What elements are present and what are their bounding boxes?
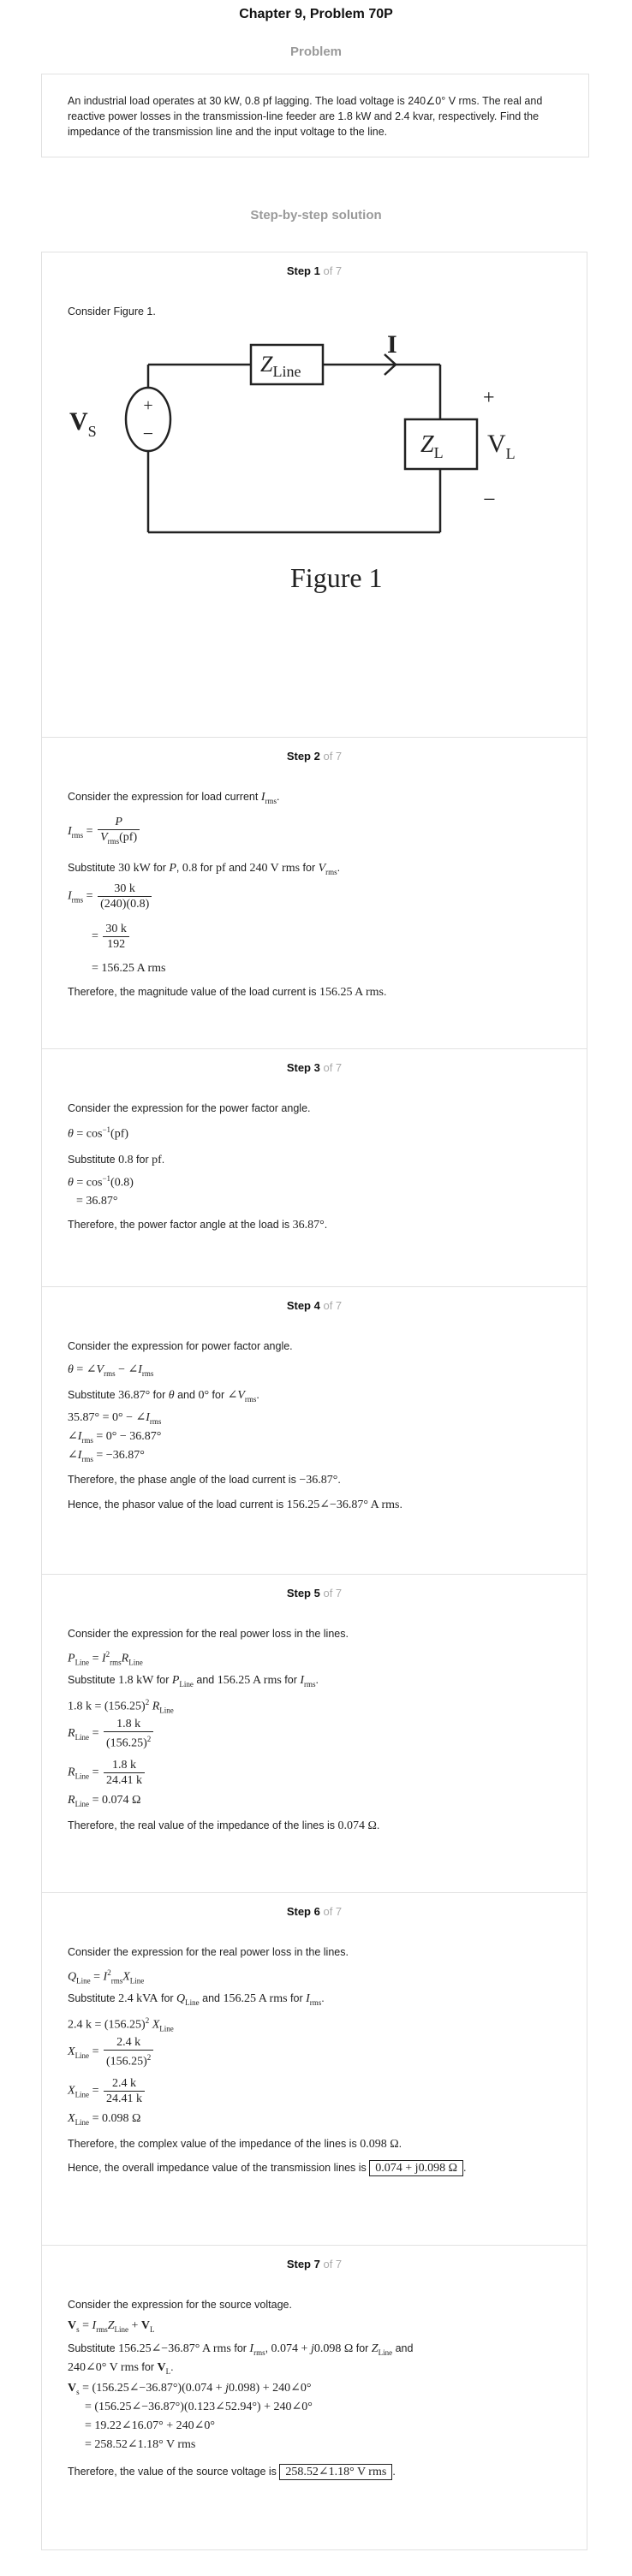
step-7-substitute: Substitute 156.25∠−36.87° A rms for $I_{rms}$, 0.074 + j0.098 Ω for $Z_{Line}$ and bbox=[68, 2342, 414, 2357]
step-5-card bbox=[41, 1575, 587, 1893]
page-title: Chapter 9, Problem 70P bbox=[239, 7, 393, 21]
step-4-intro: Consider the expression for power factor angle. bbox=[68, 1340, 293, 1352]
step-6-conclusion: Therefore, the complex value of the impedance of the lines is 0.098 Ω. bbox=[68, 2138, 402, 2151]
current-label: I bbox=[387, 334, 397, 359]
vs-plus: + bbox=[143, 396, 153, 415]
step-2-calc-2: = $\frac{30 k}{192}$ bbox=[92, 922, 131, 952]
step-1-intro: Consider Figure 1. bbox=[68, 306, 156, 318]
step-3-calc-2: = 36.87° bbox=[76, 1195, 118, 1208]
step-7-calc-1: $V_s$ = (156.25∠−36.87°)(0.074 + j0.098) + 240∠0° bbox=[68, 2382, 312, 2396]
vs-label: $V_S$ bbox=[69, 407, 97, 440]
step-6-calc-4: $X_{Line} = 0.098$ Ω bbox=[68, 2112, 141, 2127]
step-5-intro: Consider the expression for the real power loss in the lines. bbox=[68, 1628, 349, 1640]
step-2-conclusion: Therefore, the magnitude value of the load current is 156.25 A rms. bbox=[68, 986, 387, 999]
circuit-figure bbox=[42, 334, 588, 727]
zline-label: $Z_{Line}$ bbox=[260, 352, 301, 380]
step-6-intro: Consider the expression for the real power loss in the lines. bbox=[68, 1946, 349, 1958]
problem-box bbox=[41, 74, 589, 157]
step-7-conclusion: Therefore, the value of the source voltage is 258.52∠1.18° V rms . bbox=[68, 2466, 396, 2478]
step-7-calc-4: = 258.52∠1.18° V rms bbox=[85, 2438, 196, 2451]
figure-caption: Figure 1 bbox=[290, 562, 383, 593]
step-6-calc-2: $X_{Line}$ = $\frac{2.4 k}{(156.25)^2}$ bbox=[68, 2035, 155, 2069]
step-5-title: Step 5 of 7 bbox=[286, 1587, 343, 1600]
step-6-substitute: Substitute 2.4 kVA for $Q_{Line}$ and 156.25 A rms for $I_{rms}$. bbox=[68, 1992, 325, 2007]
step-2-substitute: Substitute 30 kW for P, 0.8 for pf and 240 V rms for $V_{rms}$. bbox=[68, 862, 341, 876]
step-4-formula: $\theta = \angle V_{rms}$ − $\angle I_{rms}$ bbox=[68, 1363, 154, 1378]
step-5-calc-3: $R_{Line}$ = $\frac{1.8 k}{24.41 k}$ bbox=[68, 1758, 146, 1788]
step-2-formula: $I_{rms}$ = $\frac{P}{V_{rms}(pf)}$ bbox=[68, 815, 141, 849]
step-7-calc-3: = 19.22∠16.07° + 240∠0° bbox=[85, 2419, 215, 2432]
step-7-formula: $V_s = I_{rms}Z_{Line} + V_L$ bbox=[68, 2319, 155, 2334]
step-5-substitute: Substitute 1.8 kW for $P_{Line}$ and 156.25 A rms for $I_{rms}$. bbox=[68, 1674, 319, 1689]
step-5-calc-4: $R_{Line} = 0.074$ Ω bbox=[68, 1794, 141, 1808]
step-6-calc-3: $X_{Line}$ = $\frac{2.4 k}{24.41 k}$ bbox=[68, 2076, 146, 2106]
step-7-title: Step 7 of 7 bbox=[286, 2258, 343, 2270]
step-3-card bbox=[41, 1049, 587, 1287]
step-5-formula: $P_{Line} = I^2_{rms}R_{Line}$ bbox=[68, 1650, 143, 1667]
vl-minus: − bbox=[483, 487, 496, 512]
step-5-calc-1: 1.8 $k = (156.25)^2$ $R_{Line}$ bbox=[68, 1698, 174, 1715]
solution-heading: Step-by-step solution bbox=[250, 208, 382, 223]
vl-label: $V_L$ bbox=[487, 430, 516, 462]
step-1-title: Step 1 of 7 bbox=[286, 264, 343, 277]
step-3-calc-1: $\theta = \cos^{-1}(0.8)$ bbox=[68, 1174, 134, 1190]
step-5-calc-2: $R_{Line}$ = $\frac{1.8 k}{(156.25)^2}$ bbox=[68, 1717, 155, 1751]
step-6-formula: $Q_{Line} = I^2_{rms}X_{Line}$ bbox=[68, 1968, 145, 1985]
step-2-calc-1: $I_{rms}$ = $\frac{30 k}{(240)(0.8)}$ bbox=[68, 881, 153, 911]
step-2-intro: Consider the expression for load current $I_{rms}$. bbox=[68, 791, 280, 805]
step-3-conclusion: Therefore, the power factor angle at the load is 36.87°. bbox=[68, 1219, 328, 1232]
step-6-calc-1: 2.4 $k = (156.25)^2$ $X_{Line}$ bbox=[68, 2016, 174, 2033]
step-6-title: Step 6 of 7 bbox=[286, 1905, 343, 1918]
step-1-card bbox=[41, 252, 587, 738]
problem-text: An industrial load operates at 30 kW, 0.8 pf lagging. The load voltage is 240∠0° V rms. The real and reactive power losses in the transmission-line feeder are 1.8 kW and 2.4 kvar, respectively. Find the impedance of the transmission line and the input voltage to the line. bbox=[68, 95, 543, 138]
step-6-card bbox=[41, 1893, 587, 2246]
zl-label: $Z_L$ bbox=[420, 431, 444, 461]
step-7-intro: Consider the expression for the source voltage. bbox=[68, 2299, 292, 2311]
problem-heading: Problem bbox=[289, 45, 342, 59]
step-7-card bbox=[41, 2246, 587, 2550]
step-5-conclusion: Therefore, the real value of the impedance of the lines is 0.074 Ω. bbox=[68, 1819, 380, 1832]
step-6-conclusion-2: Hence, the overall impedance value of the transmission lines is 0.074 + j0.098 Ω . bbox=[68, 2162, 467, 2175]
step-3-title: Step 3 of 7 bbox=[286, 1061, 343, 1074]
step-3-formula: $\theta = \cos^{-1}(pf)$ bbox=[68, 1125, 129, 1141]
step-4-calc-3: $\angle I_{rms} = -36.87^\circ$ bbox=[68, 1449, 145, 1463]
step-4-title: Step 4 of 7 bbox=[286, 1299, 343, 1312]
vl-plus: + bbox=[483, 387, 495, 409]
step-4-conclusion-2: Hence, the phasor value of the load current is 156.25∠−36.87° A rms. bbox=[68, 1499, 402, 1511]
step-7-calc-2: = (156.25∠−36.87°)(0.123∠52.94°) + 240∠0° bbox=[85, 2401, 313, 2413]
step-4-conclusion: Therefore, the phase angle of the load current is −36.87°. bbox=[68, 1474, 341, 1487]
step-4-card bbox=[41, 1287, 587, 1575]
step-4-calc-1: $35.87^\circ = 0^\circ - \angle I_{rms}$ bbox=[68, 1411, 162, 1426]
step-7-substitute-2: 240∠0° V rms for $V_L$. bbox=[68, 2361, 174, 2376]
vs-minus: − bbox=[142, 423, 154, 444]
step-2-calc-3: = 156.25 A rms bbox=[92, 962, 166, 975]
step-2-card bbox=[41, 738, 587, 1049]
step-4-calc-2: $\angle I_{rms} = 0^\circ - 36.87^\circ$ bbox=[68, 1430, 162, 1445]
step-4-substitute: Substitute 36.87° for θ and 0° for $\angle V_{rms}$. bbox=[68, 1389, 259, 1404]
step-3-substitute: Substitute 0.8 for pf. bbox=[68, 1154, 165, 1166]
step-3-intro: Consider the expression for the power factor angle. bbox=[68, 1102, 311, 1114]
step-2-title: Step 2 of 7 bbox=[286, 750, 343, 763]
